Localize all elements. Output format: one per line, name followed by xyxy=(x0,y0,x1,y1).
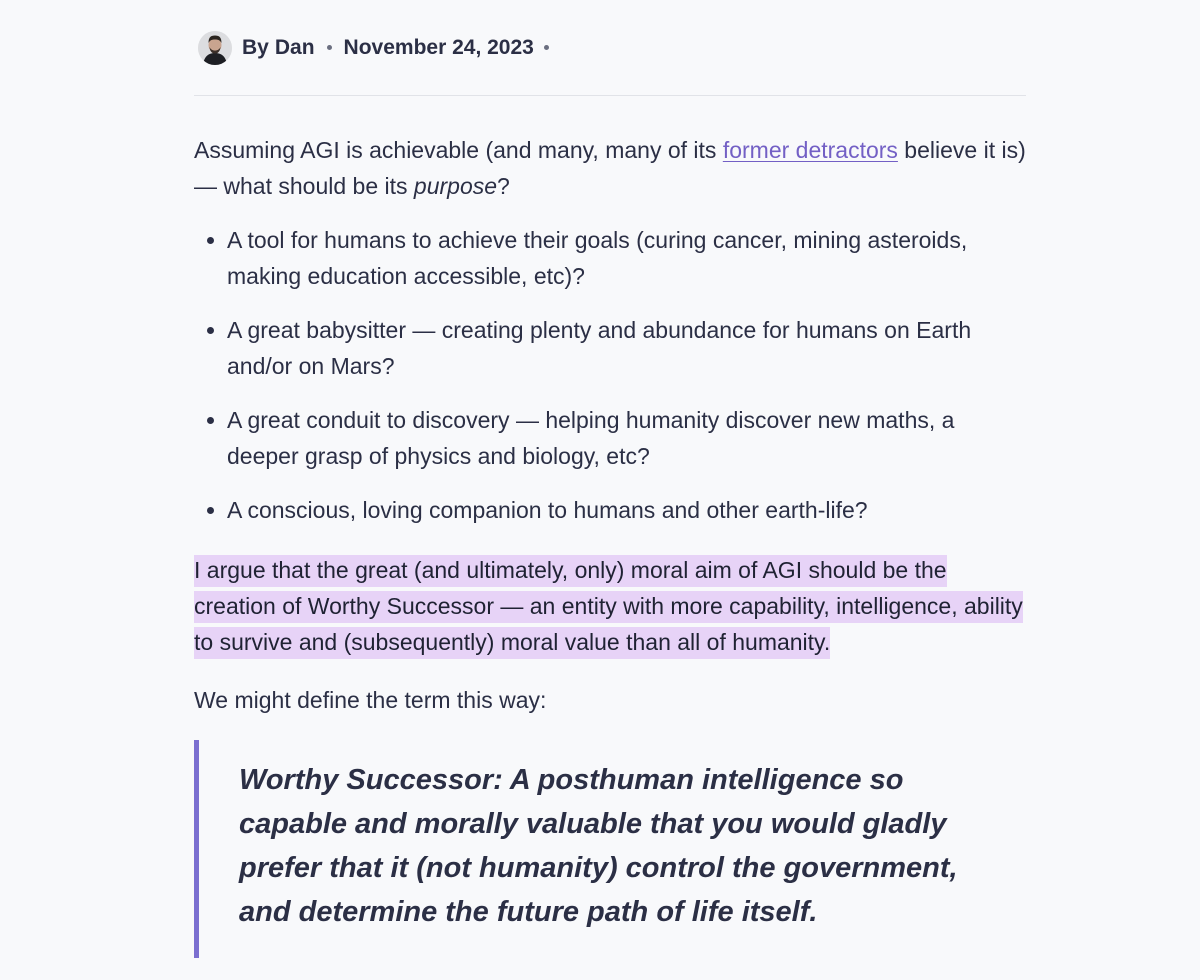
byline-separator-dot xyxy=(544,45,549,50)
list-item-text: A great babysitter — creating plenty and abundance for humans on Earth and/or on Mars? xyxy=(227,317,972,379)
list-item xyxy=(194,402,1026,474)
bullet-dot xyxy=(207,417,214,424)
list-item-text: A tool for humans to achieve their goals (curing cancer, mining asteroids, making education accessible, etc)? xyxy=(227,227,968,289)
bullet-dot xyxy=(207,507,214,514)
intro-paragraph xyxy=(194,132,1026,204)
former-detractors-link[interactable]: former detractors xyxy=(722,137,898,163)
list-item xyxy=(194,492,1026,528)
intro-emphasis: purpose xyxy=(413,173,498,199)
highlighted-text: I argue that the great (and ultimately, only) moral aim of AGI should be the creation of Worthy Successor — an entity with more capability, intelligence, ability to survive and (subsequently) moral value than all of humanity. xyxy=(194,555,1023,659)
list-item-text: A conscious, loving companion to humans and other earth-life? xyxy=(227,497,868,523)
intro-text-end: ? xyxy=(497,173,510,199)
list-item xyxy=(194,222,1026,294)
list-item-text: A great conduit to discovery — helping humanity discover new maths, a deeper grasp of physics and biology, etc? xyxy=(227,407,955,469)
author-name[interactable]: Dan xyxy=(274,35,315,59)
bullet-dot xyxy=(207,237,214,244)
argument-paragraph xyxy=(194,552,1026,660)
byline xyxy=(194,0,1026,96)
definition-blockquote: Worthy Successor: A posthuman intelligence so capable and morally valuable that you would gladly prefer that it (not humanity) control the government, and determine the future path of life itself. xyxy=(194,740,1026,958)
intro-text-before-link: Assuming AGI is achievable (and many, many of its xyxy=(194,137,723,163)
author-avatar[interactable] xyxy=(198,31,232,65)
define-intro-paragraph: We might define the term this way: xyxy=(194,687,547,713)
avatar-image xyxy=(198,31,232,65)
bullet-dot xyxy=(207,327,214,334)
article-body xyxy=(194,0,1026,958)
byline-separator-dot xyxy=(327,45,332,50)
agi-purpose-list xyxy=(194,222,1026,528)
intro-text-after-link: believe it is) — what should be its xyxy=(194,137,1026,199)
list-item xyxy=(194,312,1026,384)
publish-date: November 24, 2023 xyxy=(343,35,534,59)
byline-by-label: By xyxy=(242,35,269,59)
